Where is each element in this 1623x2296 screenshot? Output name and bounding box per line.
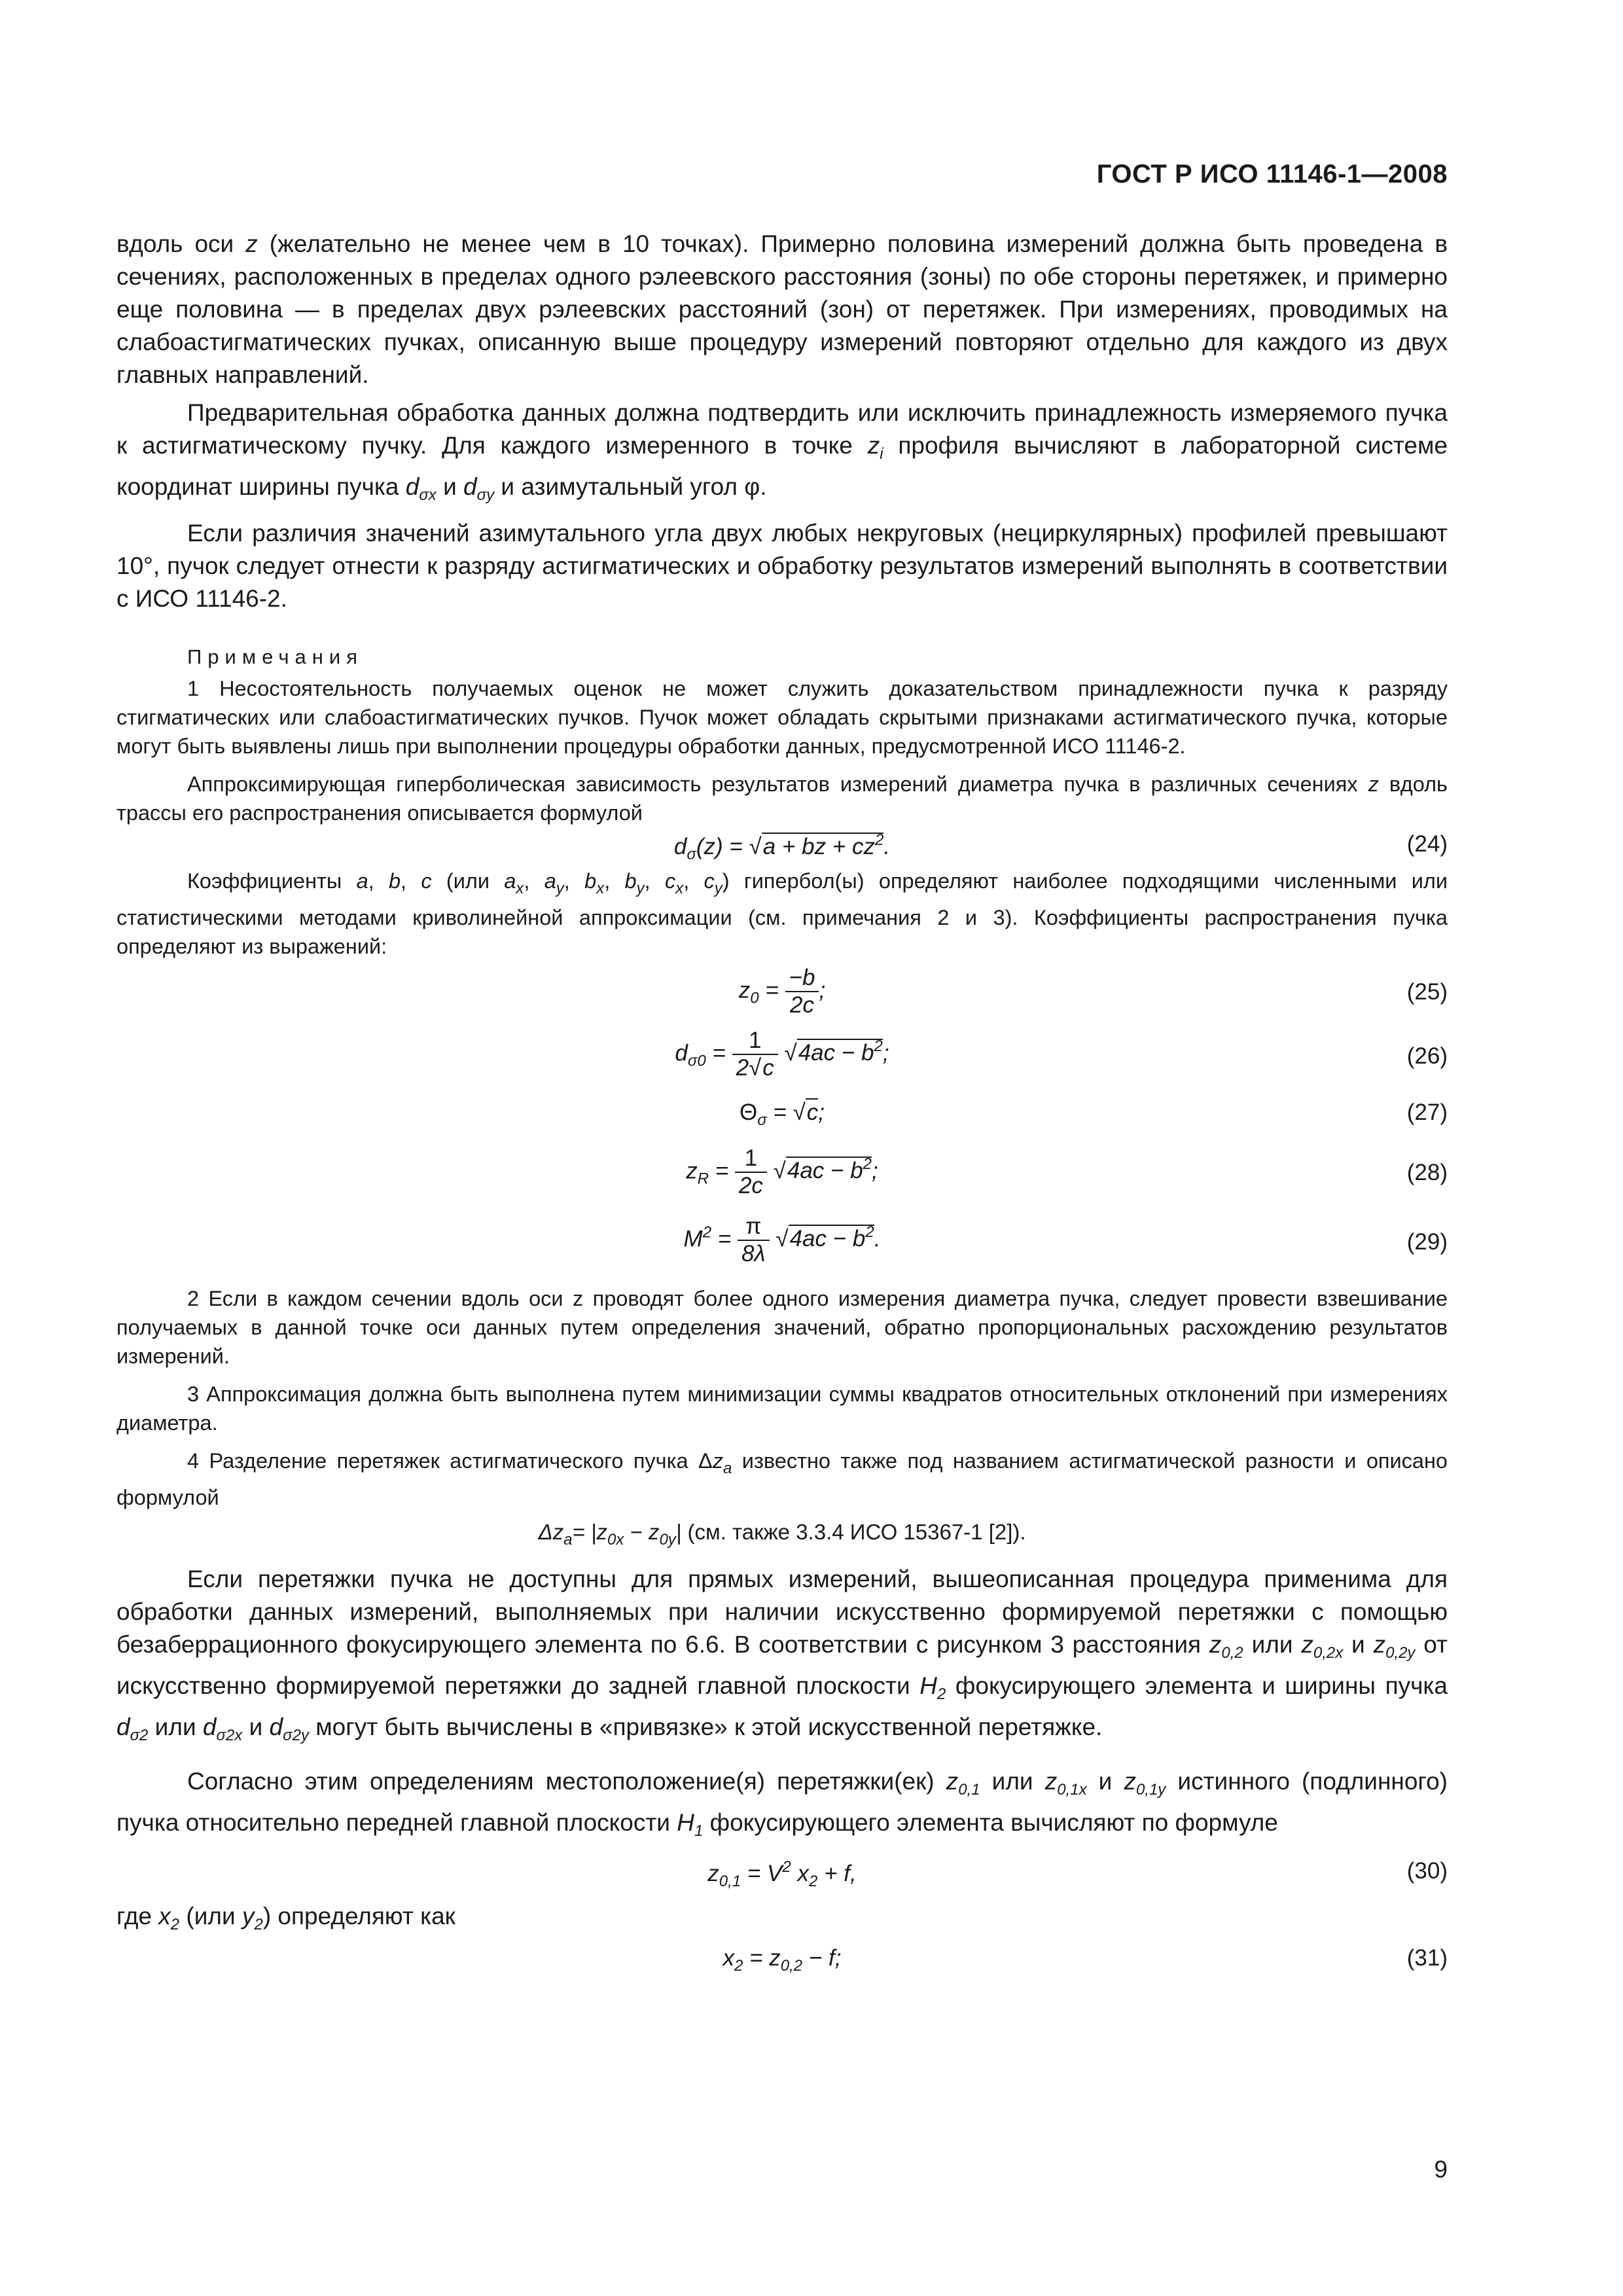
equation-30-number: (30) [1406,1858,1448,1884]
note-4: 4 Разделение перетяжек астигматического пучка $\Delta z_a$ известно также под названием астигматической разности и описано формулой [116,1449,1448,1509]
equation-31-number: (31) [1406,1945,1448,1971]
note-1-coefficients: Коэффициенты a, b, c (или $a_x$, $a_y$, $b_x$, $b_y$, $c_x$, $c_y$) гипербол(ы) определяют наиболее подходящими численными или статистическими методами криволинейной аппроксимации (см. примечания 2 и 3). Коэффициенты распространения пучка определяют из выражений: [116,869,1448,958]
equation-29-number: (29) [1406,1229,1448,1255]
equation-26-number: (26) [1406,1043,1448,1069]
equation-25: $z_0$ = $\frac{-b}{2c}$ ; (25) [738,965,1448,1018]
equation-26: $d_{\sigma 0}$ = $\frac{1}{2√c}$ $√4ac - b^2$; (26) [675,1028,1448,1081]
equation-31: $x_2 = z_{0,2} - f$; (31) [722,1945,1448,1975]
astig-reference: (см. также 3.3.4 ИСО 15367-1 [2]). [687,1520,1026,1544]
equation-24: $d_\sigma(z) = √a$ + bz + $cz^2$. (24) [673,831,1448,863]
paragraph-6: где $x_2$ (или $y_2$) определяют как [116,1903,455,1933]
equation-27-number: (27) [1406,1100,1448,1125]
paragraph-2: Предварительная обработка данных должна подтвердить или исключить принадлежность измеряемого пучка к астигматическому пучку. Для каждого измеренного в точке $z_i$ профиля вычисляют в лабораторной системе координат ширины пучка $d_{\sigma x}$ и $d_{\sigma y}$ и азимутальный угол φ. [116,399,1448,504]
equation-24-number: (24) [1406,831,1448,857]
notes-title: Примечания [187,645,363,668]
paragraph-5: Согласно этим определениям местоположение(я) перетяжки(ек) $z_{0,1}$ или $z_{0,1x}$ и $z_{0,1y}$ истинного (подлинного) пучка относительно передней главной плоскости $H_1$ фокусирующего элемента вычисляют по формуле [116,1768,1448,1840]
equation-astig-difference: $\Delta z_a= |z_{0x} - z_{0y}|$ (см. также 3.3.4 ИСО 15367-1 [2]). [538,1520,1026,1549]
page-number: 9 [1434,2156,1448,2183]
equation-25-number: (25) [1406,979,1448,1005]
note-3: 3 Аппроксимация должна быть выполнена путем минимизации суммы квадратов относительных отклонений при измерениях диаметра. [116,1382,1448,1435]
equation-30: $z_{0,1} = V^2$ $x_2 + f$, (30) [707,1858,1448,1890]
standard-header: ГОСТ Р ИСО 11146-1—2008 [1096,160,1448,188]
equation-27: $\Theta_\sigma = √c$; (27) [739,1100,1448,1129]
paragraph-4: Если перетяжки пучка не доступны для прямых измерений, вышеописанная процедура применима для обработки данных измерений, выполняемых при наличии искусственно формируемой перетяжки с помощью безаберрационного фокусирующего элемента по 6.6. В соответствии с рисунком 3 расстояния $z_{0,2}$ или $z_{0,2x}$ и $z_{0,2y}$ от искусственно формируемой перетяжки до задней главной плоскости $H_2$ фокусирующего элемента и ширины пучка $d_{\sigma 2}$ или $d_{\sigma 2x}$ и $d_{\sigma 2y}$ могут быть вычислены в «привязке» к этой искусственной перетяжке. [116,1566,1448,1744]
paragraph-3: Если различия значений азимутального угла двух любых некруговых (нециркулярных) профилей превышают 10°, пучок следует отнести к разряду астигматических и обработку результатов измерений выполнять в соответствии с ИСО 11146-2. [116,520,1448,612]
note-1: 1 Несостоятельность получаемых оценок не может служить доказательством принадлежности пучка к разряду стигматических или слабоастигматических пучков. Пучок может обладать скрытыми признаками астигматического пучка, которые могут быть выявлены лишь при выполнении процедуры обработки данных, предусмотренной ИСО 11146-2. [116,677,1448,758]
main-content [116,228,1448,1987]
note-2: 2 Если в каждом сечении вдоль оси z проводят более одного измерения диаметра пучка, следует провести взвешивание получаемых в данной точке оси данных путем определения значений, обратно пропорциональных расхождению результатов измерений. [116,1287,1448,1368]
note-1-formula-intro: Аппроксимирующая гиперболическая зависимость результатов измерений диаметра пучка в различных сечениях z вдоль трассы его распространения описывается формулой [116,772,1448,825]
paragraph-1: вдоль оси z (желательно не менее чем в 10 точках). Примерно половина измерений должна быть проведена в сечениях, расположенных в пределах одного рэлеевского расстояния (зоны) по обе стороны перетяжек, и примерно еще половина — в пределах двух рэлеевских расстояний (зон) от перетяжек. При измерениях, проводимых на слабоастигматических пучках, описанную выше процедуру измерений повторяют отдельно для каждого из двух главных направлений. [116,230,1448,388]
equation-28-number: (28) [1406,1160,1448,1185]
equation-29: $M^2$ = $\frac{\pi}{8\lambda}$ $√4ac - b^2$. (29) [683,1213,1448,1266]
equation-28: $z_R$ = $\frac{1}{2c}$ $√4ac - b^2$; (28) [686,1145,1448,1198]
